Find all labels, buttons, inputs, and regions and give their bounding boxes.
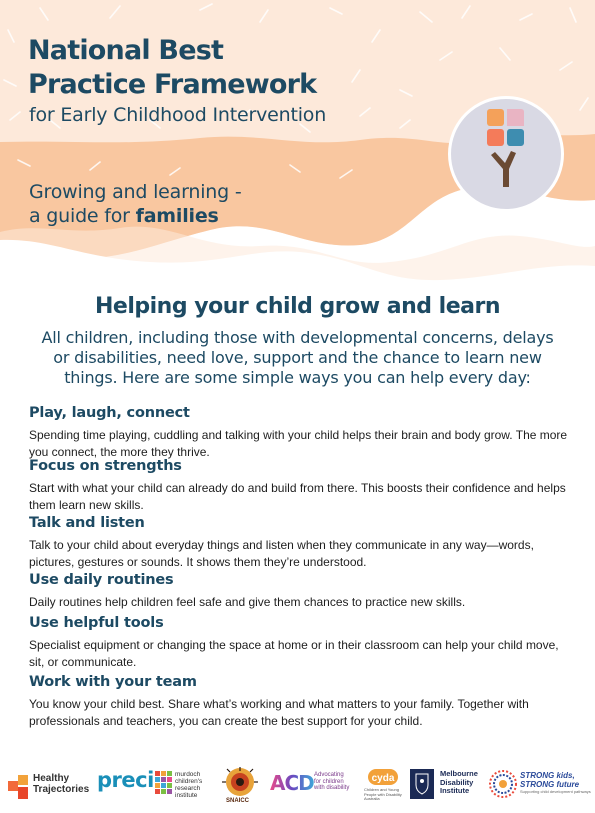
tip-talk-and-listen — [29, 514, 569, 571]
tip-play-laugh-connect — [29, 404, 569, 457]
tagline-line-1: Growing and learning - — [29, 181, 242, 203]
tips-list — [29, 404, 569, 730]
tip-use-helpful-tools — [29, 614, 569, 673]
snaicc-icon — [218, 767, 262, 801]
tip-title: Talk and listen — [29, 515, 145, 531]
title-line-2: Practice Framework — [28, 69, 317, 100]
header-banner — [0, 0, 595, 300]
tip-title: Use helpful tools — [29, 615, 164, 631]
tip-title: Play, laugh, connect — [29, 405, 190, 421]
logo-acd: ACD Advocating for children with disability — [270, 771, 350, 795]
partner-logos: Healthy Trajectories preci murdoch children's research institute SNAICC ACD Advocating for children with disability cyda Children and Young People with Disability Australia Melbourne Disability Institute STRONG kids, STRONG future Supporting child development pathways — [0, 765, 595, 813]
university-crest-icon — [410, 769, 434, 799]
tip-body: Start with what your child can already do and build from there. This boosts their confidence and helps them learn new skills. — [29, 481, 566, 512]
tip-body: Spending time playing, cuddling and talking with your child helps their brain and body grow. The more you connect, the more they thrive. — [29, 428, 568, 459]
tip-title: Focus on strengths — [29, 458, 182, 474]
tagline-emphasis: families — [135, 205, 219, 227]
tip-title: Use daily routines — [29, 572, 174, 588]
tip-body: You know your child best. Share what’s working and what matters to your family. Together with professionals and teachers, you can create the best support for your child. — [29, 697, 529, 728]
logo-preci: preci — [97, 768, 154, 792]
title-line-1: National Best — [28, 35, 224, 66]
healthy-trajectories-icon — [8, 775, 30, 801]
tip-title: Work with your team — [29, 674, 197, 690]
tip-body: Talk to your child about everyday things and listen when they communicate in any way—words, pictures, gestures or sounds. It shows them they’re understood. — [29, 538, 534, 569]
main-headline: Helping your child grow and learn — [95, 294, 500, 319]
tip-work-with-your-team — [29, 673, 569, 730]
mcri-icon — [155, 771, 177, 799]
tip-use-daily-routines — [29, 571, 569, 614]
tagline-prefix: a guide for — [29, 205, 136, 227]
document-title — [28, 34, 316, 102]
tip-body: Specialist equipment or changing the space at home or in their classroom can help your child move, sit, or communicate. — [29, 638, 559, 669]
document-subtitle: for Early Childhood Intervention — [29, 104, 327, 126]
tip-focus-on-strengths — [29, 457, 569, 514]
tagline-line-2 — [29, 204, 242, 228]
tree-icon — [451, 99, 561, 209]
tip-body: Daily routines help children feel safe and give them chances to practice new skills. — [29, 595, 466, 609]
framework-logo — [448, 96, 564, 212]
strong-kids-icon — [488, 769, 518, 799]
logo-snaicc: SNAICC — [218, 767, 262, 806]
intro-paragraph: All children, including those with developmental concerns, delays or disabilities, need love, support and the chance to learn new things. Here are some simple ways you can help every day: — [41, 328, 554, 387]
tagline — [29, 180, 242, 228]
